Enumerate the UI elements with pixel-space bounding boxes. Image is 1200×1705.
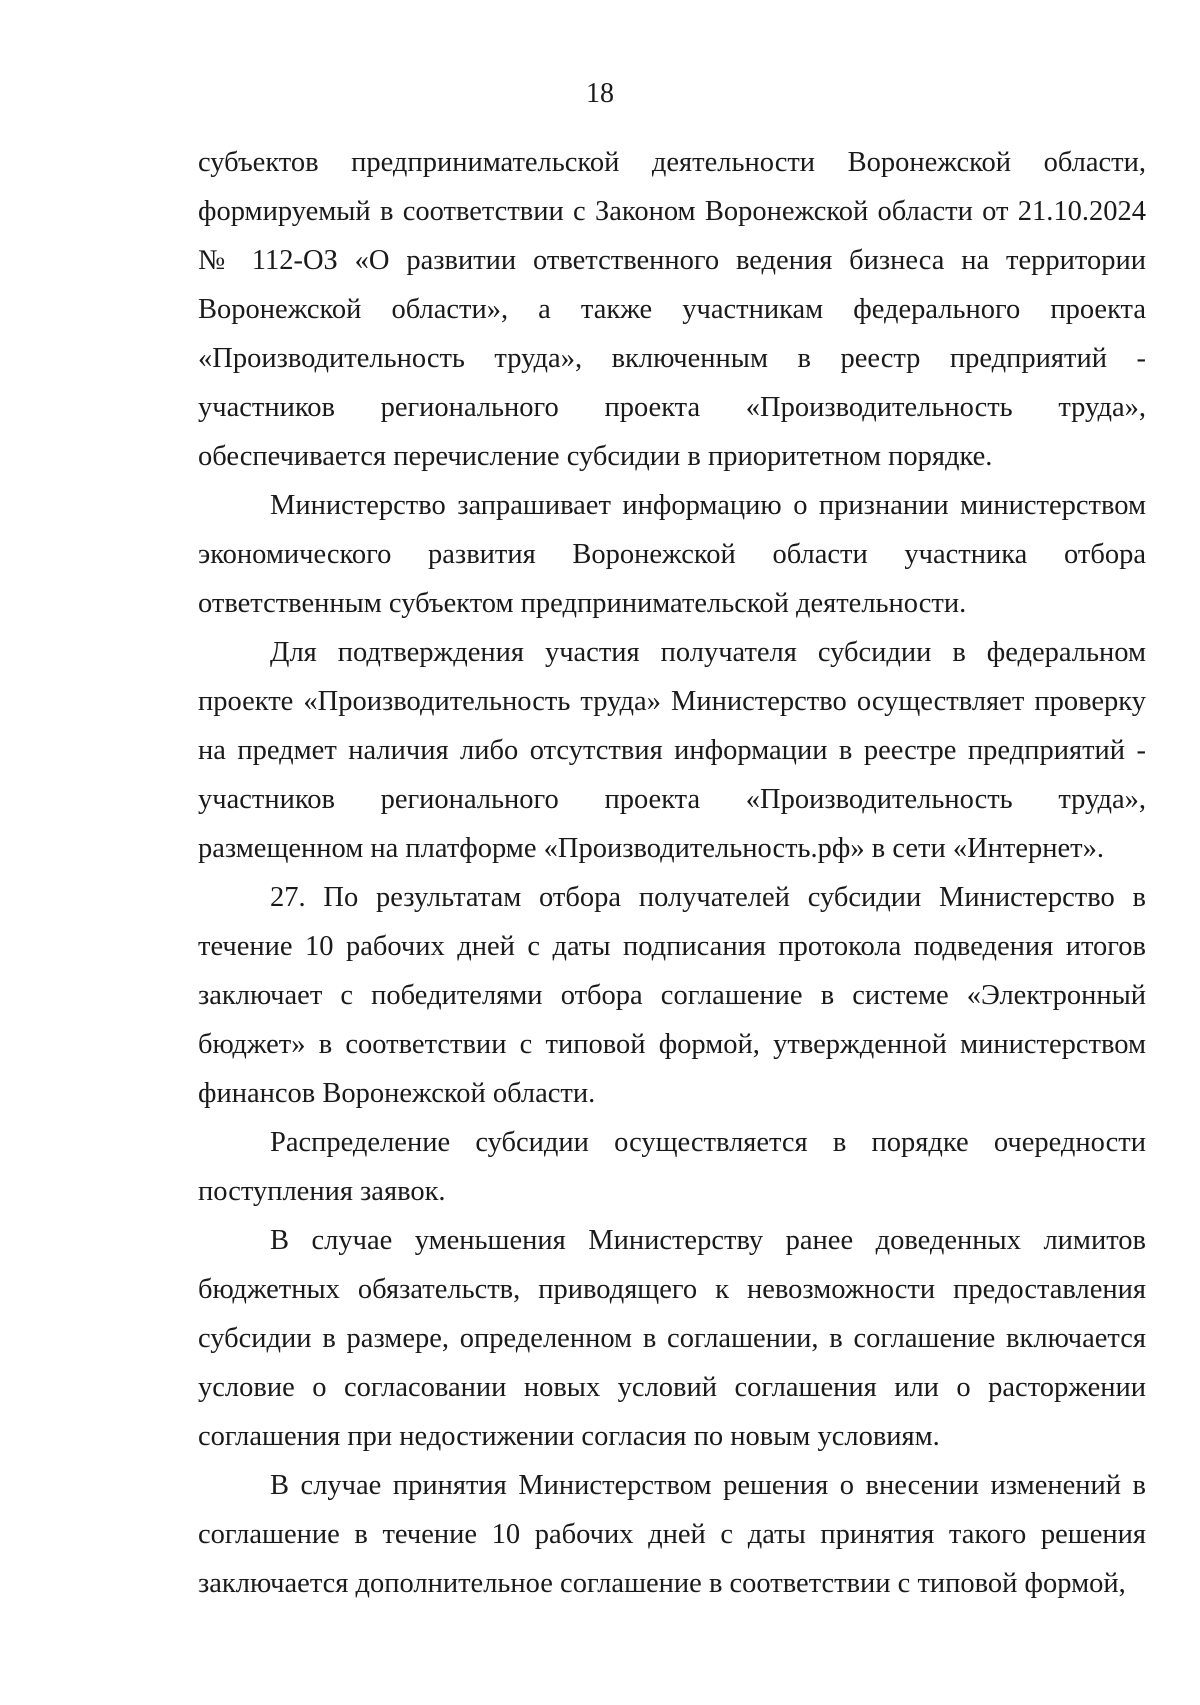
paragraph-3: Для подтверждения участия получателя субсидии в федеральном проекте «Производительность труда» Министерство осуществляет проверку на предмет наличия либо отсутствия информации в реестре предприятий - участников регионального проекта «Производительность труда», размещенном на платформе «Производительность.рф» в сети «Интернет». (198, 637, 1146, 864)
paragraph-7: В случае принятия Министерством решения о внесении изменений в соглашение в течение 10 рабочих дней с даты принятия такого решения заключается дополнительное соглашение в соответствии с типовой формой, (198, 1470, 1146, 1599)
paragraph-6: В случае уменьшения Министерству ранее доведенных лимитов бюджетных обязательств, приводящего к невозможности предоставления субсидии в размере, определенном в соглашении, в соглашение включается условие о согласовании новых условий соглашения или о расторжении соглашения при недостижении согласия по новым условиям. (198, 1225, 1146, 1452)
paragraph-4: 27. По результатам отбора получателей субсидии Министерство в течение 10 рабочих дней с даты подписания протокола подведения итогов заключает с победителями отбора соглашение в системе «Электронный бюджет» в соответствии с типовой формой, утвержденной министерством финансов Воронежской области. (198, 882, 1146, 1109)
document-body (198, 138, 1146, 1608)
paragraph-5: Распределение субсидии осуществляется в порядке очередности поступления заявок. (198, 1127, 1146, 1207)
page-number: 18 (586, 78, 614, 109)
paragraph-1: субъектов предпринимательской деятельности Воронежской области, формируемый в соответствии с Законом Воронежской области от 21.10.2024 № 112-ОЗ «О развитии ответственного ведения бизнеса на территории Воронежской области», а также участникам федерального проекта «Производительность труда», включенным в реестр предприятий - участников регионального проекта «Производительность труда», обеспечивается перечисление субсидии в приоритетном порядке. (198, 147, 1146, 472)
paragraph-2: Министерство запрашивает информацию о признании министерством экономического развития Воронежской области участника отбора ответственным субъектом предпринимательской деятельности. (198, 490, 1146, 619)
